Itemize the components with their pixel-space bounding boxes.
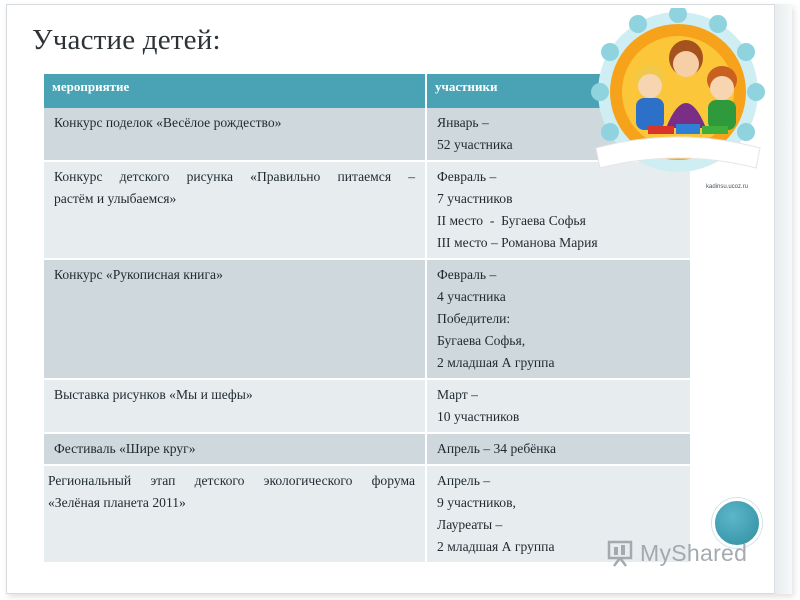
event-text: Конкурс детского рисунка «Правильно питаемся – — [54, 169, 415, 184]
participants-text: Лауреаты – — [437, 517, 503, 532]
myshared-watermark — [606, 536, 766, 570]
participants-cell — [426, 259, 691, 379]
presentation-icon — [606, 539, 636, 567]
event-text: Конкурс «Рукописная книга» — [54, 267, 223, 282]
participants-text: II место - Бугаева Софья — [437, 213, 586, 228]
participants-text: 4 участника — [437, 289, 506, 304]
participants-text: Февраль – — [437, 169, 497, 184]
participants-text: Победители: — [437, 311, 511, 326]
event-text: «Зелёная планета 2011» — [48, 495, 186, 510]
children-teacher-illustration — [578, 8, 768, 188]
participants-text: Апрель – — [437, 473, 491, 488]
event-cell — [44, 108, 426, 161]
participants-text: 7 участников — [437, 191, 513, 206]
participants-text: Апрель – 34 ребёнка — [437, 441, 556, 456]
event-text: Конкурс поделок «Весёлое рождество» — [54, 115, 282, 130]
participants-text: Бугаева Софья, — [437, 333, 526, 348]
watermark-text: MyShared — [640, 539, 748, 566]
participants-text: 52 участника — [437, 137, 513, 152]
participants-cell — [426, 433, 691, 465]
participants-text: Январь – — [437, 115, 489, 130]
event-text: Выставка рисунков «Мы и шефы» — [54, 387, 253, 402]
event-cell — [44, 465, 426, 563]
table-row — [44, 379, 691, 433]
header-event: мероприятие — [44, 74, 426, 108]
participants-text: 10 участников — [437, 409, 520, 424]
participants-text: III место – Романова Мария — [437, 235, 598, 250]
event-cell — [44, 379, 426, 433]
table-row — [44, 433, 691, 465]
event-cell — [44, 259, 426, 379]
participants-cell — [426, 379, 691, 433]
participants-text: 2 младшая А группа — [437, 539, 555, 554]
participants-text: Февраль – — [437, 267, 497, 282]
event-text: Фестиваль «Шире круг» — [54, 441, 196, 456]
slide-title: Участие детей: — [32, 24, 221, 56]
event-text: Региональный этап детского экологического форума — [48, 473, 415, 488]
header-participants: участники — [426, 74, 691, 108]
event-text: растём и улыбаемся» — [54, 191, 177, 206]
table-row — [44, 465, 691, 563]
event-cell — [44, 433, 426, 465]
image-credit: kadinsu.ucoz.ru — [706, 184, 749, 190]
participants-text: Март – — [437, 387, 478, 402]
table-row — [44, 259, 691, 379]
slide-scroll-rail — [774, 4, 792, 594]
participants-text: 9 участников, — [437, 495, 516, 510]
event-cell — [44, 161, 426, 259]
participants-text: 2 младшая А группа — [437, 355, 555, 370]
